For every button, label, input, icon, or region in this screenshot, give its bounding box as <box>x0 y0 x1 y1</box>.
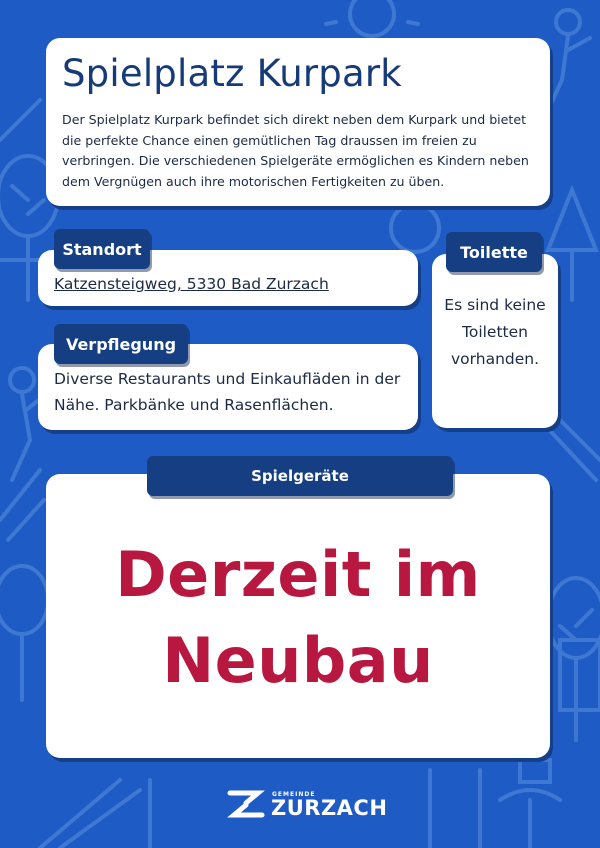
person-icon <box>10 368 34 392</box>
page-title: Spielplatz Kurpark <box>62 52 402 95</box>
spielgeraete-status: Derzeit im Neubau <box>115 538 481 697</box>
spielgeraete-card <box>46 474 550 758</box>
gemeinde-logo <box>226 785 386 823</box>
toilette-text: Es sind keine Toiletten vorhanden. <box>444 296 546 368</box>
spielgeraete-label: Spielgeräte <box>147 456 453 496</box>
logo-small-text: GEMEINDE <box>272 791 316 798</box>
zurzach-logo-icon <box>226 785 266 823</box>
sun-icon <box>350 0 394 36</box>
tree-icon <box>548 190 596 250</box>
tree-icon <box>548 578 600 658</box>
toilette-card <box>432 254 558 428</box>
standort-label: Standort <box>54 229 150 269</box>
sun-icon <box>391 204 439 252</box>
address-link[interactable]: Katzensteigweg, 5330 Bad Zurzach <box>54 275 329 293</box>
toilette-label: Toilette <box>446 232 542 272</box>
verpflegung-label: Verpflegung <box>54 324 188 364</box>
verpflegung-text: Diverse Restaurants und Einkaufläden in der Nähe. Parkbänke und Rasenflächen. <box>54 370 401 414</box>
intro-card <box>46 38 550 206</box>
logo-name: ZURZACH <box>271 796 388 820</box>
tree-icon <box>0 566 48 634</box>
person-icon <box>556 10 580 34</box>
intro-text: Der Spielplatz Kurpark befindet sich direkt neben dem Kurpark und bietet die perfekte Chance einen gemütlichen Tag draussen im freien zu verbringen. Die verschiedenen Spielgeräte ermöglichen es Kindern neben dem Vergnügen auch ihre motorischen Fertigkeiten zu üben. <box>62 112 529 189</box>
